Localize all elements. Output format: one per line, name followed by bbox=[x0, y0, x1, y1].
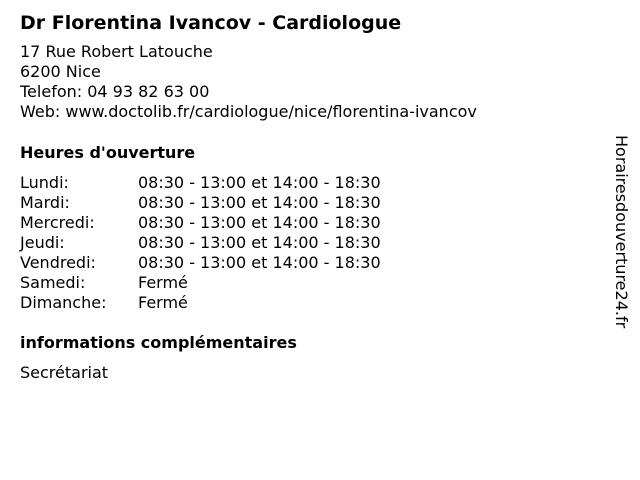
additional-info-text: Secrétariat bbox=[20, 363, 109, 382]
day-label: Jeudi: bbox=[20, 233, 65, 252]
website-line: Web: www.doctolib.fr/cardiologue/nice/florentina-ivancov bbox=[20, 102, 477, 121]
day-hours: 08:30 - 13:00 et 14:00 - 18:30 bbox=[138, 233, 381, 252]
day-label: Mardi: bbox=[20, 193, 70, 212]
hours-row-wednesday bbox=[20, 213, 600, 233]
hours-row-sunday bbox=[20, 293, 600, 313]
opening-hours-heading: Heures d'ouverture bbox=[20, 143, 196, 162]
city-postcode: 6200 Nice bbox=[20, 62, 101, 81]
day-hours: Fermé bbox=[138, 293, 188, 312]
phone-number: Telefon: 04 93 82 63 00 bbox=[20, 82, 210, 101]
hours-row-thursday bbox=[20, 233, 600, 253]
page-title: Dr Florentina Ivancov - Cardiologue bbox=[20, 12, 402, 34]
day-label: Vendredi: bbox=[20, 253, 96, 272]
day-label: Mercredi: bbox=[20, 213, 95, 232]
opening-hours-list bbox=[20, 173, 600, 313]
day-hours: Fermé bbox=[138, 273, 188, 292]
address-block bbox=[20, 42, 600, 122]
day-hours: 08:30 - 13:00 et 14:00 - 18:30 bbox=[138, 193, 381, 212]
day-label: Lundi: bbox=[20, 173, 69, 192]
hours-row-saturday bbox=[20, 273, 600, 293]
day-hours: 08:30 - 13:00 et 14:00 - 18:30 bbox=[138, 173, 381, 192]
day-label: Samedi: bbox=[20, 273, 86, 292]
hours-row-friday bbox=[20, 253, 600, 273]
day-hours: 08:30 - 13:00 et 14:00 - 18:30 bbox=[138, 213, 381, 232]
hours-row-tuesday bbox=[20, 193, 600, 213]
street-address: 17 Rue Robert Latouche bbox=[20, 42, 213, 61]
day-label: Dimanche: bbox=[20, 293, 107, 312]
hours-row-monday bbox=[20, 173, 600, 193]
site-credit-text: Horairesdouverture24.fr bbox=[612, 135, 631, 329]
additional-info-heading: informations complémentaires bbox=[20, 333, 297, 352]
listing-card bbox=[20, 10, 600, 383]
day-hours: 08:30 - 13:00 et 14:00 - 18:30 bbox=[138, 253, 381, 272]
